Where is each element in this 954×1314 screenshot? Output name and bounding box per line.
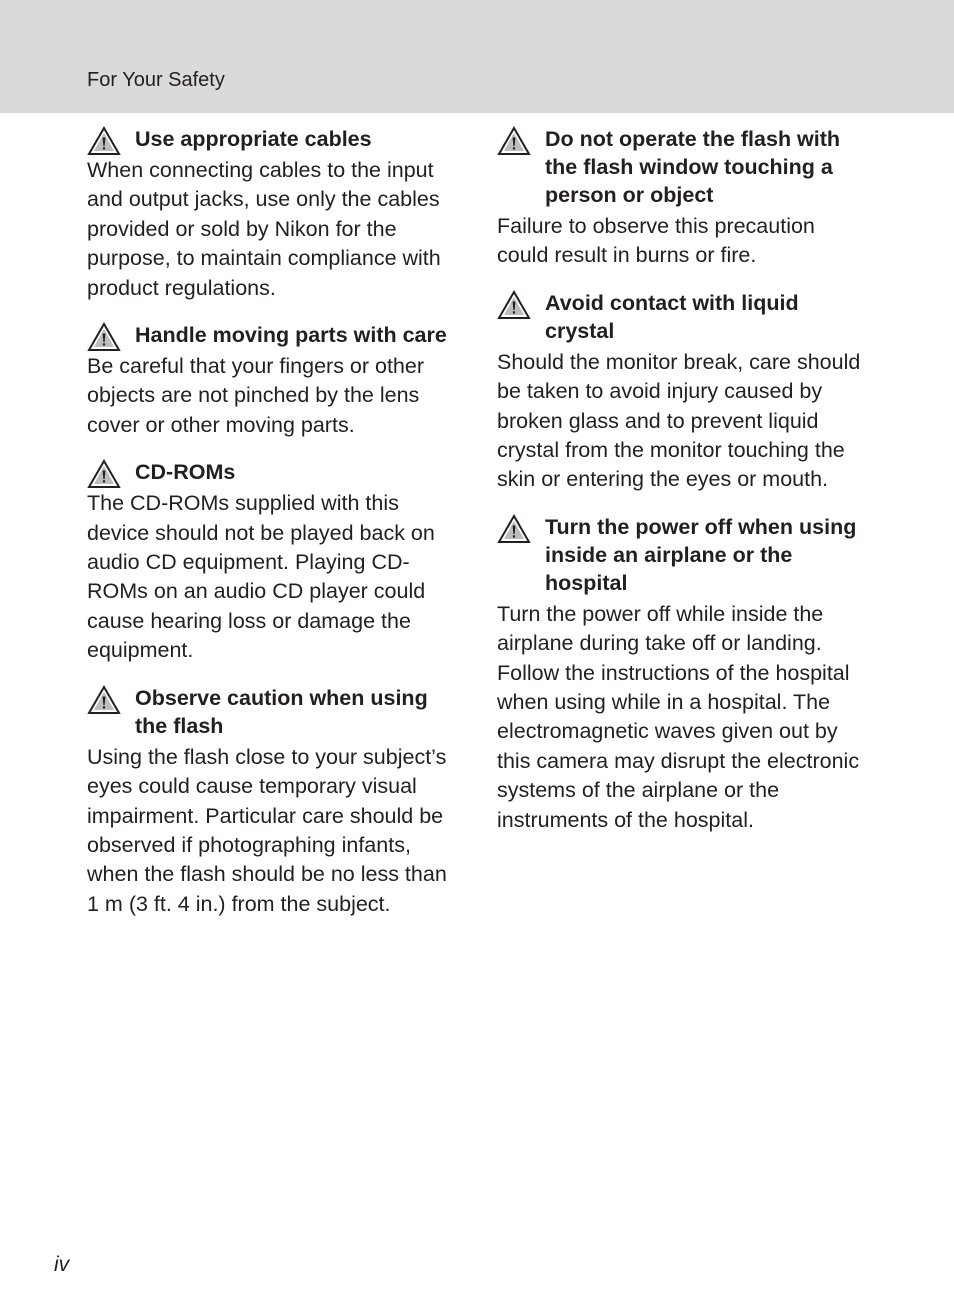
section-title: For Your Safety: [87, 69, 225, 91]
warning-body: Using the flash close to your subject’s eyes could cause temporary visual impairment. Particular care should be observed if photographing infants, when the flash should be no less than 1 m (3 ft. 4 in.) from the subject.: [87, 744, 447, 916]
warning-section: [87, 320, 457, 440]
warning-section: [497, 512, 869, 835]
warning-triangle-icon: [497, 290, 531, 320]
warning-section: [87, 124, 457, 303]
warning-heading: Turn the power off when using inside an airplane or the hospital: [545, 514, 857, 595]
warning-section: [497, 124, 869, 271]
warning-triangle-icon: [497, 514, 531, 544]
warning-heading: Avoid contact with liquid crystal: [545, 290, 799, 343]
page-number: iv: [54, 1253, 70, 1276]
warning-heading: Handle moving parts with care: [135, 323, 447, 348]
warning-body: Be careful that your fingers or other objects are not pinched by the lens cover or other moving parts.: [87, 354, 425, 437]
warning-body: Should the monitor break, care should be taken to avoid injury caused by broken glass and to prevent liquid crystal from the monitor touching the skin or entering the eyes or mouth.: [497, 349, 861, 492]
warning-triangle-icon: [87, 322, 121, 352]
header-band: [0, 0, 954, 113]
warning-heading: Do not operate the flash with the flash window touching a person or object: [545, 127, 841, 207]
warning-section: [497, 288, 869, 495]
warning-body: The CD-ROMs supplied with this device should not be played back on audio CD equipment. Playing CD-ROMs on an audio CD player could cause hearing loss or damage the equipment.: [87, 491, 435, 663]
warning-triangle-icon: [497, 126, 531, 156]
warning-heading: Use appropriate cables: [135, 127, 372, 151]
warning-body: When connecting cables to the input and output jacks, use only the cables provided or sold by Nikon for the purpose, to maintain compliance with product regulations.: [87, 158, 441, 300]
warning-heading: Observe caution when using the flash: [135, 685, 428, 738]
right-column: [497, 124, 869, 852]
warning-triangle-icon: [87, 685, 121, 715]
warning-triangle-icon: [87, 459, 121, 489]
warning-body: Turn the power off while inside the airplane during take off or landing. Follow the instructions of the hospital when using while in a hospital. The electromagnetic waves given out by this camera may disrupt the electronic systems of the airplane or the instruments of the hospital.: [497, 601, 860, 832]
warning-body: Failure to observe this precaution could result in burns or fire.: [497, 214, 815, 268]
warning-heading: CD-ROMs: [135, 460, 236, 485]
warning-section: [87, 457, 457, 665]
warning-triangle-icon: [87, 126, 121, 156]
left-column: [87, 124, 457, 936]
warning-section: [87, 683, 457, 919]
